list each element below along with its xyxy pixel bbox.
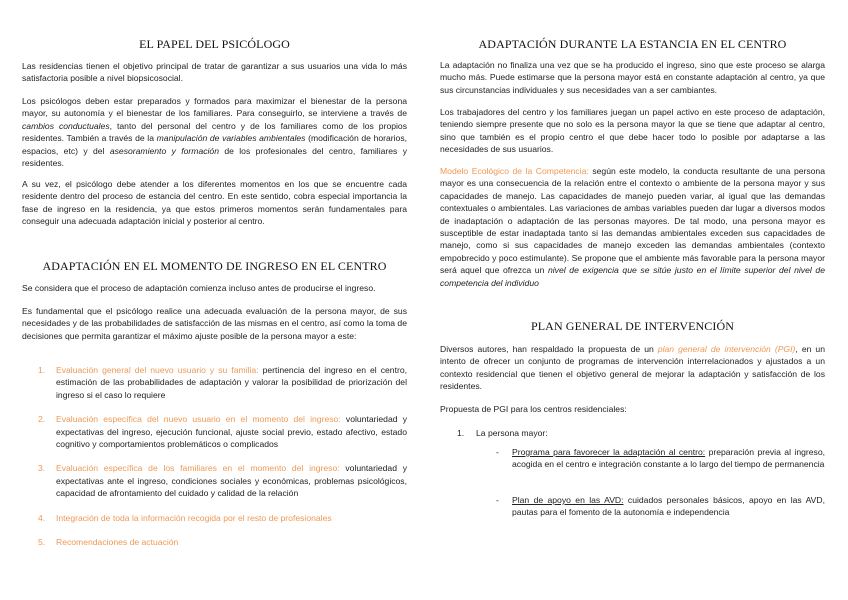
emphasis-pgi: plan general de intervención (PGI) [657,344,796,354]
sub-item-body: cuidados personales básicos, apoyo en las AVD, pautas para el fomento de la autonomía e independencia [512,495,825,518]
heading-plan-general: PLAN GENERAL DE INTERVENCIÓN [530,319,735,333]
paragraph-psicologos [22,95,407,169]
sub-item-adaptacion [440,446,825,471]
sub-item-body: preparación previa al ingreso, acogida en el centro e integración constante a lo largo del tiempo de permanencia [512,447,826,470]
list-item [22,413,407,450]
list-item [22,512,407,524]
list-item-label: La persona mayor: [476,428,548,438]
dash-bullet: - [496,447,499,457]
list-number: 4. [38,512,46,523]
paragraph-propuesta: Propuesta de PGI para los centros residenciales: [440,404,627,414]
evaluation-list [22,364,407,548]
list-number: 1. [38,365,46,375]
emphasis-cambios-conductuales: cambios conductuales [22,120,110,131]
emphasis-manipulacion-variables: manipulación de variables ambientales [156,133,306,144]
list-item [22,364,407,401]
paragraph-adaptacion-continua: La adaptación no finaliza una vez que se ha producido el ingreso, sino que este proceso se alarga mucho más. Puede estimarse que la persona mayor está en constante adaptación al centro, ya que sus circunstancias individuales y sus necesidades van a ser cambiantes. [440,60,825,95]
list-item-body: pertinencia del ingreso en el centro, estimación de las probabilidades de adaptación y valorar la posibilidad de priorización del ingreso si el caso lo requiere [56,365,407,400]
paragraph-momentos: A su vez, el psicólogo debe atender a los diferentes momentos en los que se encuentre cada residente dentro del proceso de estancia del centro. En este sentido, cobra especial importancia la fase de ingreso en la residencia, ya que estos primeros momentos serán fundamentales para conseguir una adecuada adaptación inicial y posterior al centro. [22,179,407,227]
list-item-heading: Evaluación específica de los familiares en el momento del ingreso: [56,463,340,474]
list-item-heading: Integración de toda la información recogida por el resto de profesionales [56,512,332,523]
heading-papel-psicologo: EL PAPEL DEL PSICÓLOGO [139,37,290,51]
list-item-heading: Evaluación específica del nuevo usuario en el momento del ingreso: [56,414,341,425]
list-number: 2. [38,414,46,425]
list-item-heading: Recomendaciones de actuación [56,537,179,548]
list-item-body: voluntariedad y expectativas ante el ingreso, condiciones sociales y económicas, problemas psicológicos, capacidad de afrontamiento del cuidado y calidad de la relación [56,463,407,499]
paragraph-pgi [440,343,825,393]
sub-item-heading: Plan de apoyo en las AVD: [512,495,624,505]
text-run: según este modelo, la conducta resultante de una persona mayor es una consecuencia de la relación entre el contexto o ambiente de la persona mayor y sus capacidades de manejo. Las capacidades de manejo pueden variar, al igual que las demandas contextuales o ambientales. Las variaciones de ambas variables pueden dar lugar a diversos modos de inadaptación o adaptación de las personas mayores. De tal modo, una persona mayor es susceptible de estar inadaptada tanto si las demandas ambientales exceden sus capacidades de manejo, como si sus capacidades de manejo exceden las demandas ambientales (contexto empobrecido y poco estimulante). Se propone que el ambiente más favorable para la persona mayor será aquel que ofrezca un [440,166,825,276]
dash-bullet: - [496,495,499,505]
sub-item-avd [440,494,825,519]
list-number: 3. [38,463,46,474]
list-number: 1. [457,428,465,438]
paragraph-trabajadores: Los trabajadores del centro y los familiares juegan un papel activo en este proceso de adaptación, teniendo siempre presente que no solo es la persona mayor la que se tiene que adaptar al centro, sino que también es el propio centro el que debe hacer todo lo posible por adaptarse a las necesidades de sus usuarios. [440,107,825,155]
paragraph-modelo-ecologico [440,165,825,289]
paragraph-residencias: Las residencias tienen el objetivo principal de tratar de garantizar a sus usuarios una vida lo más satisfactoria posible a nivel biopsicosocial. [22,61,407,84]
text-run: , tanto del personal del centro y de los familiares como de los propios residentes. También a través de la [22,120,407,144]
text-run: Los psicólogos deben estar preparados y formados para maximizar el bienestar de la persona mayor, su autonomía y el bienestar de los familiares. Para conseguirlo, se interviene a través de [22,96,407,119]
modelo-ecologico-heading: Modelo Ecológico de la Competencia: [440,166,589,176]
list-item [22,536,407,548]
paragraph-proceso-adaptacion: Se considera que el proceso de adaptación comienza incluso antes de producirse el ingreso. [22,283,376,293]
emphasis-nivel-exigencia: nivel de exigencia que se sitúe justo en el límite superior del nivel de competencia del individuo [440,265,825,288]
list-item-heading: Evaluación general del nuevo usuario y su familia: [56,365,259,375]
paragraph-evaluacion: Es fundamental que el psicólogo realice una adecuada evaluación de la persona mayor, de sus necesidades y de las probabilidades de satisfacción de las mismas en el centro, así como la toma de decisiones que permita garantizar el máximo ajuste posible de la persona mayor a este: [22,306,407,341]
text-run: (modificación de horarios, espacios, etc) y del [22,133,407,156]
heading-adaptacion-ingreso: ADAPTACIÓN EN EL MOMENTO DE INGRESO EN EL CENTRO [42,259,387,273]
list-item-body: voluntariedad y expectativas del ingreso, ejecución funcional, ajuste social previo, estado afectivo, estado cognitivo y comportamientos problemáticos o complicados [56,414,407,450]
list-number: 5. [38,537,46,548]
heading-adaptacion-estancia: ADAPTACIÓN DURANTE LA ESTANCIA EN EL CENTRO [478,37,787,51]
sub-item-heading: Programa para favorecer la adaptación al centro: [512,447,706,457]
text-run: , en un intento de ofrecer un conjunto de programas de intervención interrelacionados y ajustados a un contexto residencial que tienen el objetivo general de mejorar la adaptación y satisfacción de los residentes. [440,344,825,392]
text-run: Diversos autores, han respaldado la propuesta de un [440,344,658,354]
list-item [22,462,407,499]
text-run: de los profesionales del centro, familiares y residentes. [22,145,407,169]
emphasis-asesoramiento: asesoramiento y formación [109,145,219,156]
